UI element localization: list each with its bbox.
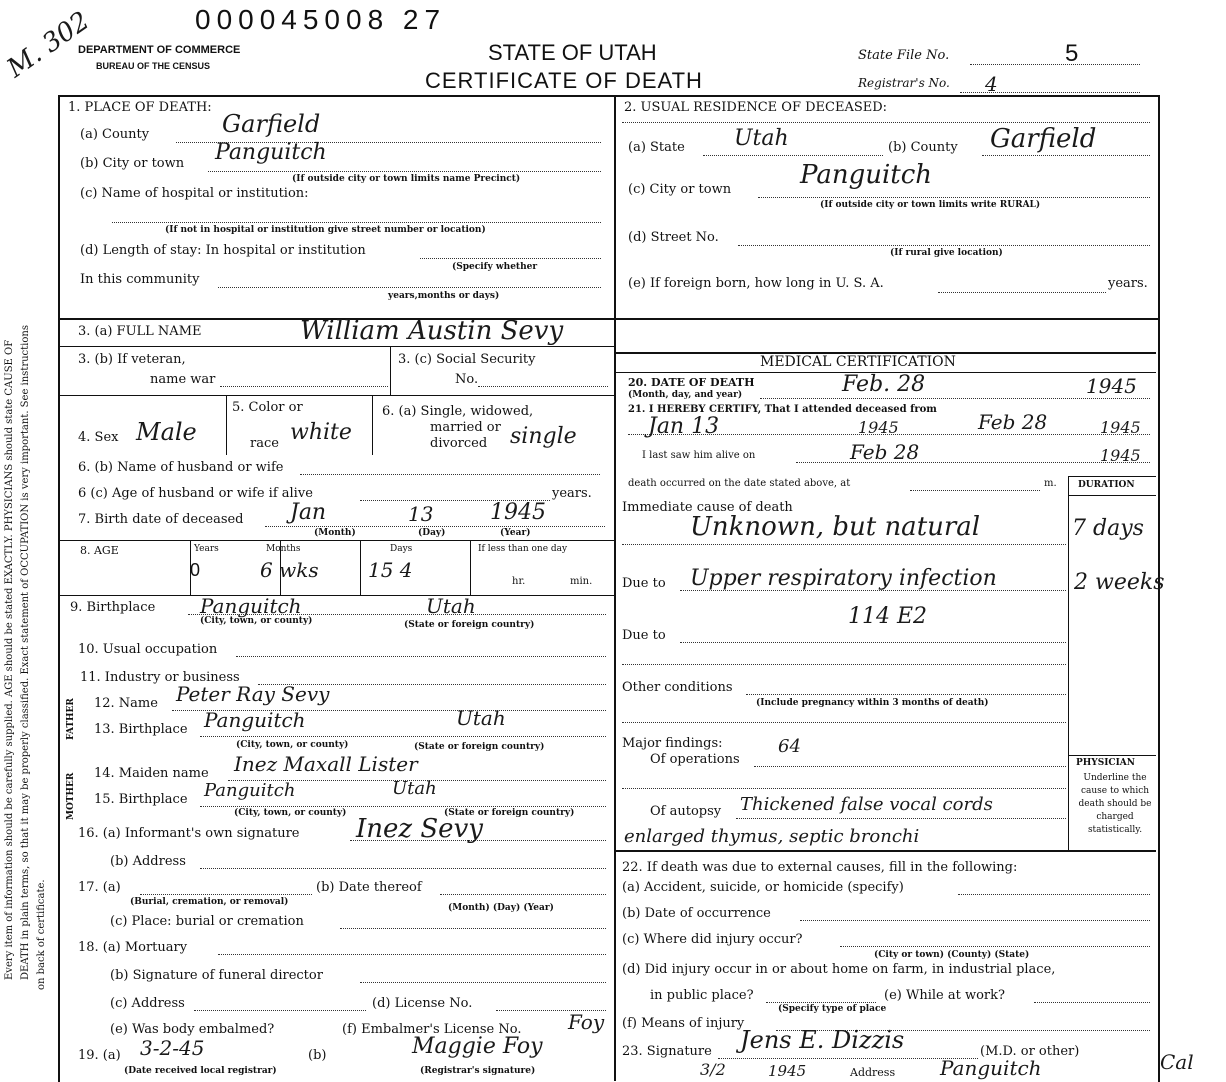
industry-label: 11. Industry or business [80, 670, 240, 685]
age-days-header: Days [390, 544, 413, 554]
immediate-cause-value: Unknown, but natural [690, 512, 981, 542]
res-state-label: (a) State [628, 140, 685, 155]
signature-address-label: Address [850, 1066, 896, 1079]
birth-year-note: (Year) [500, 528, 531, 538]
occurrence-date-label: (b) Date of occurrence [622, 906, 771, 921]
father-birthplace-label: 13. Birthplace [94, 722, 188, 737]
ymd-note: years,months or days) [388, 291, 500, 301]
father-state-note: (State or foreign country) [414, 742, 545, 752]
cause-code: 114 E2 [848, 604, 928, 629]
birth-month-note: (Month) [314, 528, 356, 538]
res-county-label: (b) County [888, 140, 958, 155]
sex-label: 4. Sex [78, 430, 119, 445]
marital-label-1: 6. (a) Single, widowed, [382, 404, 534, 419]
foreign-years: years. [1108, 276, 1148, 291]
signature-year: 1945 [768, 1062, 807, 1080]
street-note: (If rural give location) [890, 248, 1003, 258]
registrar-value: 4 [985, 72, 998, 96]
res-city-value: Panguitch [800, 160, 933, 190]
public-place-label: in public place? [650, 988, 754, 1003]
burial-place-label: (c) Place: burial or cremation [110, 914, 304, 929]
marital-label-3: divorced [430, 436, 488, 451]
birthplace-city-value: Panguitch [200, 594, 302, 618]
race-label: race [250, 436, 279, 451]
birth-month-value: Jan [290, 500, 327, 525]
mother-birthplace-label: 15. Birthplace [94, 792, 188, 807]
registrar-label: Registrar's No. [858, 76, 950, 90]
mother-birthplace-state: Utah [392, 778, 437, 799]
hospital-label: (c) Name of hospital or institution: [80, 186, 309, 201]
due-to-1-duration: 2 weeks [1074, 570, 1165, 595]
signature-address-value: Panguitch [940, 1056, 1042, 1080]
father-side-label: FATHER [66, 698, 76, 740]
marital-label-2: married or [430, 420, 501, 435]
mdy-note: (Month) (Day) (Year) [448, 903, 554, 913]
where-injury-label: (c) Where did injury occur? [622, 932, 803, 947]
date-of-death-label: 20. DATE OF DEATH [628, 376, 755, 389]
medical-heading: MEDICAL CERTIFICATION [760, 354, 956, 370]
age-years-value: 0 [190, 560, 201, 580]
received-value: 3-2-45 [140, 1036, 205, 1060]
pregnancy-note: (Include pregnancy within 3 months of death) [756, 698, 989, 708]
attended-from-year: 1945 [858, 418, 899, 437]
hospital-note: (If not in hospital or institution give street number or location) [165, 225, 486, 235]
other-conditions-label: Other conditions [622, 680, 733, 695]
state-file-label: State File No. [858, 48, 950, 63]
dept-line2: BUREAU OF THE CENSUS [96, 61, 211, 71]
means-of-injury-label: (f) Means of injury [622, 1016, 745, 1031]
res-city-label: (c) City or town [628, 182, 732, 197]
state-title: STATE OF UTAH [488, 40, 657, 65]
where-note: (City or town) (County) (State) [874, 950, 1030, 960]
birthplace-state-note: (State or foreign country) [404, 620, 535, 630]
full-name-value: William Austin Sevy [300, 316, 564, 346]
husband-label: 6. (b) Name of husband or wife [78, 460, 284, 475]
side-instructions-3: on back of certificate. [36, 879, 47, 990]
occupation-label: 10. Usual occupation [78, 642, 218, 657]
autopsy-value-1: Thickened false vocal cords [740, 794, 993, 815]
full-name-label: 3. (a) FULL NAME [78, 324, 202, 339]
attended-from-value: Jan 13 [648, 414, 720, 439]
last-saw-year: 1945 [1100, 446, 1141, 465]
state-file-value: 5 [1065, 40, 1079, 67]
color-label: 5. Color or [232, 400, 303, 415]
certify-label: 21. I HEREBY CERTIFY, That I attended deceased from [628, 404, 937, 415]
due-to-1-label: Due to [622, 576, 666, 591]
physician-header: PHYSICIAN [1076, 758, 1135, 768]
signature-date: 3/2 [700, 1060, 726, 1079]
street-label: (d) Street No. [628, 230, 719, 245]
embalmer-license-label: (f) Embalmer's License No. [342, 1022, 522, 1037]
serial-number: 000045008 27 [195, 4, 447, 35]
age-months-header: Months [266, 544, 301, 554]
mother-city-note: (City, town, or county) [234, 808, 347, 818]
operations-label: Of operations [650, 752, 740, 767]
page-title: CERTIFICATE OF DEATH [425, 68, 703, 93]
external-heading: 22. If death was due to external causes, fill in the following: [622, 860, 1018, 875]
birth-date-label: 7. Birth date of deceased [78, 512, 244, 527]
county-value: Garfield [222, 110, 321, 138]
accident-label: (a) Accident, suicide, or homicide (specify) [622, 880, 904, 895]
age-months-value: 6 wks [260, 558, 319, 582]
occurred-label: death occurred on the date stated above, at [628, 478, 851, 489]
birthplace-state-value: Utah [426, 594, 476, 618]
mother-birthplace-city: Panguitch [204, 780, 296, 801]
veteran-label: 3. (b) If veteran, [78, 352, 186, 367]
informant-value: Inez Sevy [356, 814, 483, 844]
specify-place-note: (Specify type of place [778, 1004, 887, 1014]
major-findings-label: Major findings: [622, 736, 723, 751]
informant-label: 16. (a) Informant's own signature [78, 826, 300, 841]
signature-value: Jens E. Dizzis [740, 1026, 905, 1054]
age-days-value: 15 4 [368, 558, 413, 582]
birth-year-value: 1945 [490, 500, 546, 525]
res-city-note: (If outside city or town limits write RURAL) [820, 200, 1041, 210]
due-to-1-value: Upper respiratory infection [690, 566, 997, 591]
residence-heading: 2. USUAL RESIDENCE OF DECEASED: [624, 100, 888, 115]
maiden-name-label: 14. Maiden name [94, 766, 209, 781]
side-instructions-2: DEATH in plain terms, so that it may be properly classified. Exact statement of OCCUPATION is very important. See instructions [20, 325, 31, 980]
marital-value: single [510, 424, 577, 449]
registrar-signature: Maggie Foy [412, 1034, 543, 1059]
birth-day-value: 13 [408, 502, 434, 526]
corner-mark: M. 302 [1, 6, 95, 84]
birth-day-note: (Day) [418, 528, 446, 538]
city-note: (If outside city or town limits name Precinct) [292, 174, 521, 184]
while-at-work-label: (e) While at work? [884, 988, 1005, 1003]
date-of-death-value: Feb. 28 [842, 372, 926, 397]
race-value: white [290, 420, 352, 445]
city-value: Panguitch [215, 140, 327, 165]
ss-label: 3. (c) Social Security [398, 352, 536, 367]
autopsy-label: Of autopsy [650, 804, 722, 819]
age-label: 8. AGE [80, 544, 119, 557]
birthplace-city-note: (City, town, or county) [200, 616, 313, 626]
mortuary-address-label: (c) Address [110, 996, 185, 1011]
community-label: In this community [80, 272, 200, 287]
duration-header: DURATION [1078, 480, 1135, 490]
funeral-director-label: (b) Signature of funeral director [110, 968, 323, 983]
burial-label: 17. (a) [78, 880, 121, 895]
corner-signature: Cal [1160, 1050, 1194, 1074]
specify-note: (Specify whether [452, 262, 538, 272]
county-label: (a) County [80, 127, 150, 142]
embalmer-value: Foy [568, 1010, 605, 1034]
received-label: 19. (a) [78, 1048, 121, 1063]
operations-value: 64 [778, 736, 801, 757]
mother-state-note: (State or foreign country) [444, 808, 575, 818]
city-label: (b) City or town [80, 156, 185, 171]
burial-note: (Burial, cremation, or removal) [130, 897, 289, 907]
place-of-death-heading: 1. PLACE OF DEATH: [68, 100, 212, 115]
date-of-death-year: 1945 [1086, 374, 1137, 398]
dept-line1: DEPARTMENT OF COMMERCE [78, 44, 241, 56]
due-to-2-label: Due to [622, 628, 666, 643]
ss-no-label: No. [455, 372, 479, 387]
immediate-duration-value: 7 days [1072, 516, 1144, 541]
home-farm-label: (d) Did injury occur in or about home on farm, in industrial place, [622, 962, 1056, 977]
occurred-m: m. [1044, 478, 1057, 489]
received-b-label: (b) [308, 1048, 327, 1063]
name-war-label: name war [150, 372, 216, 387]
immediate-cause-label: Immediate cause of death [622, 500, 793, 515]
age-min: min. [570, 576, 593, 587]
foreign-label: (e) If foreign born, how long in U. S. A. [628, 276, 884, 291]
age-years-header: Years [194, 544, 219, 554]
last-saw-label: I last saw him alive on [642, 450, 756, 461]
attended-to-value: Feb 28 [978, 410, 1048, 434]
maiden-name-value: Inez Maxall Lister [234, 752, 418, 776]
physician-note: Underline the cause to which death should be charged statistically. [1078, 773, 1152, 835]
license-label: (d) License No. [372, 996, 473, 1011]
birthplace-label: 9. Birthplace [70, 600, 156, 615]
registrar-note: (Registrar's signature) [420, 1066, 536, 1076]
father-name-label: 12. Name [94, 696, 158, 711]
age-husband-years: years. [552, 486, 592, 501]
informant-address-label: (b) Address [110, 854, 186, 869]
received-note: (Date received local registrar) [124, 1066, 277, 1076]
mortuary-label: 18. (a) Mortuary [78, 940, 188, 955]
res-county-value: Garfield [990, 124, 1097, 154]
father-city-note: (City, town, or county) [236, 740, 349, 750]
father-birthplace-city: Panguitch [204, 708, 306, 732]
stay-label: (d) Length of stay: In hospital or institution [80, 243, 366, 258]
side-instructions-1: Every item of information should be carefully supplied. AGE should be stated EXACTLY. PHYSICIANS should state CAUSE OF [4, 339, 15, 980]
last-saw-value: Feb 28 [850, 440, 920, 464]
sex-value: Male [136, 418, 197, 446]
father-birthplace-state: Utah [456, 706, 506, 730]
date-of-death-note: (Month, day, and year) [628, 390, 743, 400]
md-label: (M.D. or other) [980, 1044, 1080, 1059]
mother-side-label: MOTHER [66, 772, 76, 820]
signature-label: 23. Signature [622, 1044, 712, 1059]
age-less-header: If less than one day [478, 544, 568, 554]
date-thereof-label: (b) Date thereof [316, 880, 422, 895]
attended-to-year: 1945 [1100, 418, 1141, 437]
father-name-value: Peter Ray Sevy [176, 682, 330, 706]
embalmed-label: (e) Was body embalmed? [110, 1022, 275, 1037]
age-hr: hr. [512, 576, 526, 587]
res-state-value: Utah [734, 126, 789, 151]
autopsy-value-2: enlarged thymus, septic bronchi [624, 826, 920, 847]
age-husband-label: 6 (c) Age of husband or wife if alive [78, 486, 313, 501]
